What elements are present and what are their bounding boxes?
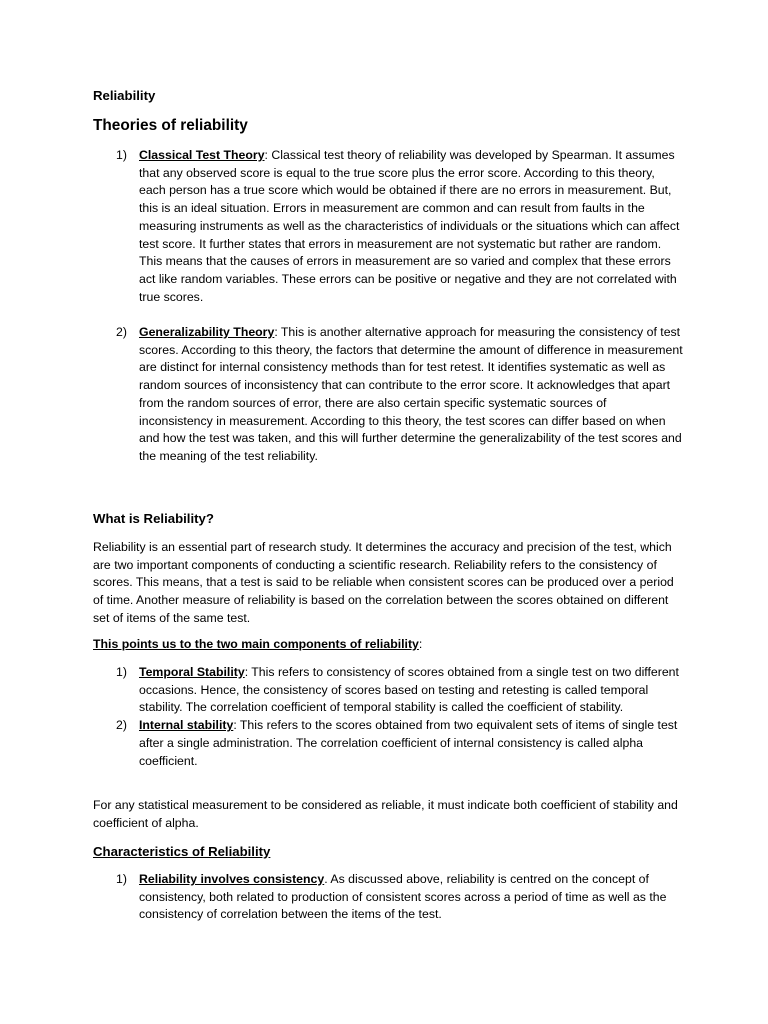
list-number: 2) xyxy=(116,718,127,733)
term-internal-stability: Internal stability xyxy=(139,718,234,733)
item-text: . As discussed above, reliability is centred on the concept of consistency, both related to production of consistent scores across a period of time as well as the consistency of correlation between the items of the test. xyxy=(139,872,667,922)
term-classical-test-theory: Classical Test Theory xyxy=(139,148,265,162)
list-item xyxy=(93,147,683,306)
characteristics-heading-text: Characteristics of Reliability xyxy=(93,844,271,859)
item-text: : This is another alternative approach for measuring the consistency of test scores. According to this theory, the factors that determine the amount of difference in measurement are distinct for internal consistency methods than for test retest. It identifies systematic as well as random sources of inconsistency that can contribute to the error score. It acknowledges that apart from the random sources of error, there are also certain specific systematic sources of inconsistency in measurement. According to this theory, the test scores can differ based on when and how the test was taken, and this will further determine the generalizability of the test scores and the meaning of the test reliability. xyxy=(139,325,683,463)
components-lead-colon: : xyxy=(418,637,423,651)
components-list xyxy=(93,664,683,770)
term-generalizability-theory: Generalizability Theory xyxy=(139,325,275,339)
item-text: : This refers to consistency of scores obtained from a single test on two different occasions. Hence, the consistency of scores based on testing and retesting is called temporal stability. The correlation coefficient of temporal stability is called the coefficient of stability. xyxy=(139,665,679,715)
document-title: Reliability xyxy=(93,88,156,103)
components-lead xyxy=(93,636,678,654)
list-item xyxy=(93,664,683,717)
item-text: : This refers to the scores obtained from two equivalent sets of items of single test after a single administration. The correlation coefficient of internal consistency is called alpha coefficient. xyxy=(139,718,678,768)
section-heading-what-is-reliability: What is Reliability? xyxy=(93,511,214,526)
closing-paragraph: For any statistical measurement to be considered as reliable, it must indicate both coefficient of stability and coefficient of alpha. xyxy=(93,798,678,830)
section-heading-characteristics xyxy=(93,843,678,861)
term-temporal-stability: Temporal Stability xyxy=(139,665,245,679)
list-number: 2) xyxy=(116,325,127,339)
list-item xyxy=(93,871,683,924)
term-reliability-involves-consistency: Reliability involves consistency xyxy=(139,872,325,886)
list-number: 1) xyxy=(116,665,127,679)
section-heading-theories: Theories of reliability xyxy=(93,117,248,134)
theories-list-2 xyxy=(93,324,683,466)
reliability-paragraph: Reliability is an essential part of research study. It determines the accuracy and precision of the test, which are two important components of conducting a scientific research. Reliability refers to the consistency of scores. This means, that a test is said to be reliable when consistent scores can be produced over a period of time. Another measure of reliability is based on the correlation between the scores obtained on different set of items of the same test. xyxy=(93,540,674,625)
theories-list xyxy=(93,147,683,306)
characteristics-list xyxy=(93,871,683,924)
list-item xyxy=(93,324,683,466)
list-number: 1) xyxy=(116,872,127,886)
list-item xyxy=(93,717,683,770)
components-lead-text: This points us to the two main components of reliability xyxy=(93,637,419,651)
list-number: 1) xyxy=(116,148,127,162)
item-text: : Classical test theory of reliability was developed by Spearman. It assumes that any observed score is equal to the true score plus the error score. According to this theory, each person has a true score which would be obtained if there are no errors in measurement. But, this is an ideal situation. Errors in measurement are common and can result from faults in the measuring instruments as well as the characteristics of individuals or the situations which can affect test score. It further states that errors in measurement are not systematic but rather are random. This means that the causes of errors in measurement are so varied and complex that these errors act like random variables. These errors can be positive or negative and they are not correlated with true scores. xyxy=(139,148,680,304)
